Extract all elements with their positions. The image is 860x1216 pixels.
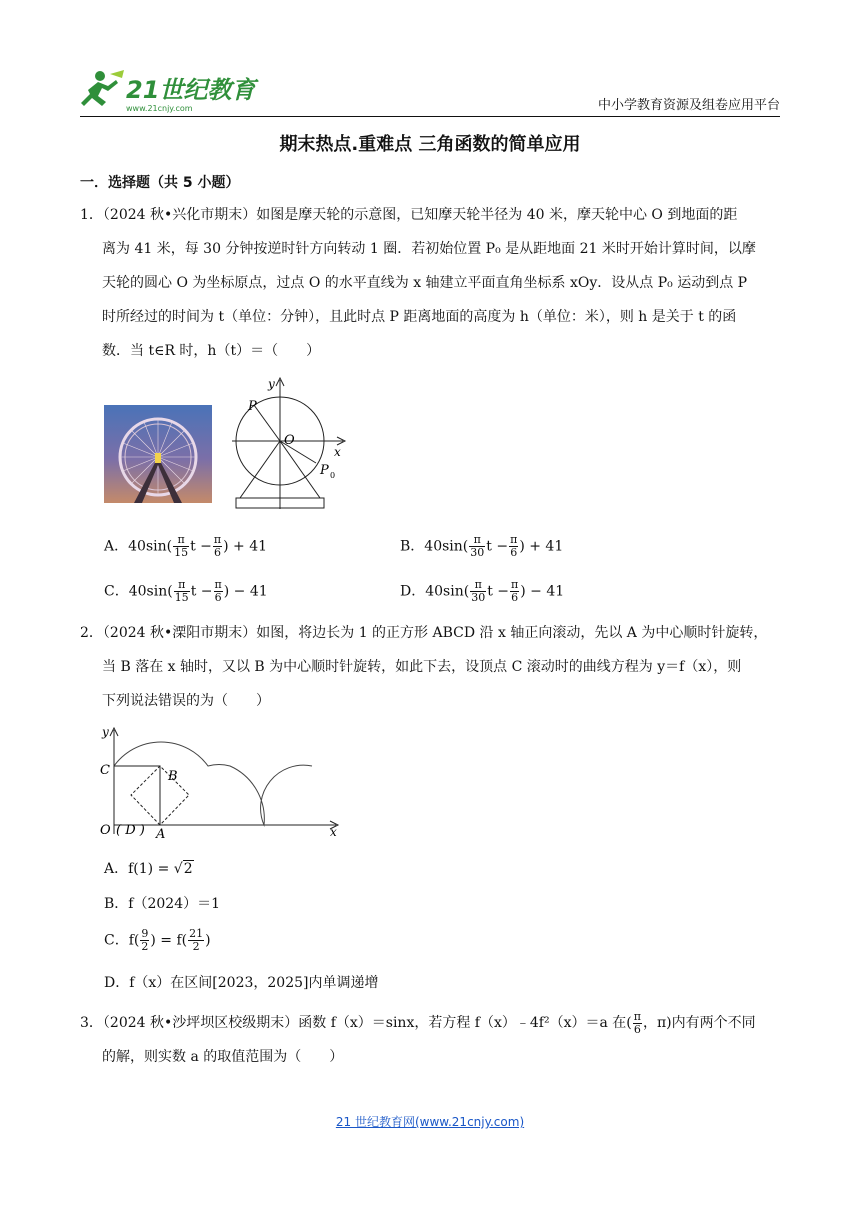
label-c: C (100, 763, 110, 778)
q3-line-1: 3．（2024 秋•沙坪坝区校级期末）函数 f（x）＝sinx，若方程 f（x）﹣4f²（x）＝a 在( $\frac{\pi}{6}$ ，π)内有两个不同 (80, 1009, 756, 1036)
platform-name: 中小学教育资源及组卷应用平台 (597, 98, 780, 113)
ferris-wheel-photo (104, 405, 212, 503)
label-a: A (156, 827, 166, 840)
q1-line-4: 时所经过的时间为 t（单位：分钟），且此时点 P 距离地面的高度为 h（单位：米），则 h 是关于 t 的函 (102, 309, 737, 325)
label-x: x (330, 825, 337, 839)
ferris-wheel-diagram (228, 374, 350, 512)
header (80, 64, 780, 120)
q2-option-d[interactable]: D．f（x）在区间[2023，2025]内单调递增 (104, 975, 379, 991)
q2-option-c[interactable]: C．f( $\frac{9}{2}$ ) = f( $\frac{21}{2}$ ) (104, 927, 211, 953)
label-p0-sub: 0 (330, 471, 336, 480)
question-2 (80, 616, 780, 718)
q1-option-b[interactable]: B．40sin( $\frac{\pi}{30}$ t − $\frac{\pi}{6}$ ) + 41 (400, 533, 564, 559)
curve-c (114, 742, 312, 825)
q3-line-2: 的解，则实数 a 的取值范围为（ ） (102, 1049, 344, 1065)
q1-line-2: 离为 41 米，每 30 分钟按逆时针方向转动 1 圈．若初始位置 P₀ 是从距地面 21 米时开始计算时间，以摩 (102, 241, 756, 257)
label-o: O (284, 433, 295, 448)
header-rule (80, 116, 780, 117)
q1-option-a[interactable]: A．40sin( $\frac{\pi}{15}$ t − $\frac{\pi}{6}$ ) + 41 (104, 533, 268, 559)
q1-line-3: 天轮的圆心 O 为坐标原点，过点 O 的水平直线为 x 轴建立平面直角坐标系 xOy．设从点 P₀ 运动到点 P (102, 275, 748, 291)
label-o: O (100, 823, 111, 838)
label-y: y (268, 377, 275, 391)
runner-icon (81, 70, 124, 106)
q1-line-1: 1．（2024 秋•兴化市期末）如图是摩天轮的示意图，已知摩天轮半径为 40 米，摩天轮中心 O 到地面的距 (80, 207, 738, 223)
q2-line-1: 2．（2024 秋•溧阳市期末）如图，将边长为 1 的正方形 ABCD 沿 x 轴正向滚动，先以 A 为中心顺时针旋转， (80, 625, 768, 641)
question-1 (80, 198, 780, 368)
q1-line-5: 数．当 t∈R 时，h（t）＝（ ） (102, 343, 321, 359)
q2-option-a[interactable]: A．f(1) = √2 (104, 861, 193, 877)
logo (80, 68, 260, 114)
q1-option-d[interactable]: D．40sin( $\frac{\pi}{30}$ t − $\frac{\pi}{6}$ ) − 41 (400, 578, 565, 604)
label-d: ( D ) (116, 823, 145, 838)
question-3 (80, 1006, 780, 1074)
section-heading: 一．选择题（共 5 小题） (80, 175, 240, 191)
page-title: 期末热点.重难点 三角函数的简单应用 (279, 134, 581, 155)
label-x: x (334, 445, 341, 459)
footer[interactable]: 21 世纪教育网(www.21cnjy.com) (335, 1115, 525, 1129)
rolling-square-diagram (96, 722, 346, 840)
q1-option-c[interactable]: C．40sin( $\frac{\pi}{15}$ t − $\frac{\pi}{6}$ ) − 41 (104, 578, 268, 604)
label-b: B (168, 769, 178, 784)
q2-line-2: 当 B 落在 x 轴时，又以 B 为中心顺时针旋转，如此下去，设顶点 C 滚动时的曲线方程为 y＝f（x），则 (102, 659, 742, 675)
q2-line-3: 下列说法错误的为（ ） (102, 693, 270, 709)
logo-text: 21世纪教育 (126, 76, 256, 104)
label-y: y (102, 725, 109, 739)
label-p0: P (320, 463, 329, 478)
logo-url: www.21cnjy.com (126, 104, 193, 113)
label-p: P (248, 399, 257, 414)
q2-option-b[interactable]: B．f（2024）＝1 (104, 896, 221, 912)
